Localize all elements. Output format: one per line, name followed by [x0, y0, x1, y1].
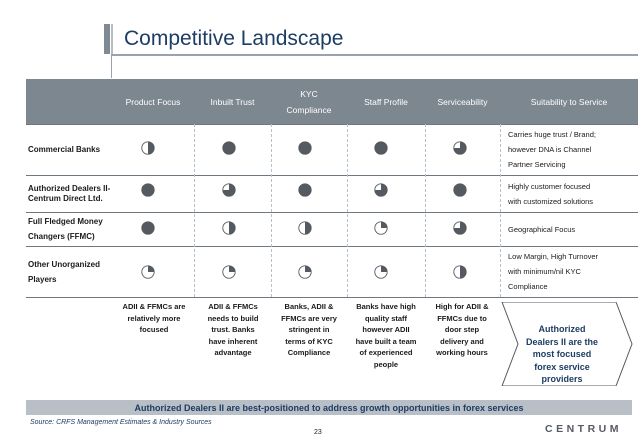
- source-note: Source: CRFS Management Estimates & Industry Sources: [30, 419, 212, 426]
- page-title: Competitive Landscape: [124, 27, 344, 50]
- harvey-ball-icon: [453, 221, 467, 235]
- harvey-ball-icon: [222, 221, 236, 235]
- column-divider: [425, 124, 426, 297]
- harvey-ball-icon: [453, 265, 467, 279]
- harvey-ball-icon: [374, 141, 388, 155]
- harvey-ball-icon: [298, 221, 312, 235]
- suitability-authorized-dealers: Highly customer focused with customized solutions: [508, 181, 594, 206]
- harvey-ball-icon: [141, 221, 155, 235]
- harvey-ball-icon: [374, 265, 388, 279]
- summary-banner: Authorized Dealers II are best-positioned to address growth opportunities in forex services: [26, 400, 632, 415]
- harvey-ball-icon: [222, 183, 236, 197]
- column-header-product-focus: Product Focus: [125, 96, 181, 107]
- column-divider: [347, 124, 348, 297]
- title-left-divider: [111, 54, 112, 78]
- title-accent-line: [111, 24, 113, 54]
- verdict-text: Authorized Dealers II are the most focused forex service providers: [525, 324, 599, 384]
- harvey-ball-icon: [453, 183, 467, 197]
- column-divider: [500, 124, 501, 297]
- column-divider: [194, 124, 195, 297]
- row-label-unorganized: Other Unorganized Players: [28, 259, 101, 284]
- centrum-logo: CENTRUM: [545, 423, 622, 435]
- harvey-ball-icon: [222, 265, 236, 279]
- column-header-kyc-compliance: KYC Compliance: [286, 88, 332, 115]
- harvey-ball-icon: [453, 141, 467, 155]
- row-divider: [26, 297, 638, 298]
- suitability-commercial-banks: Carries huge trust / Brand; however DNA is Channel Partner Servicing: [508, 130, 596, 169]
- harvey-ball-icon: [374, 221, 388, 235]
- harvey-ball-icon: [222, 141, 236, 155]
- column-header-staff-profile: Staff Profile: [364, 96, 408, 107]
- row-label-commercial-banks: Commercial Banks: [28, 145, 101, 154]
- row-label-authorized-dealers: Authorized Dealers II- Centrum Direct Ltd.: [28, 183, 111, 203]
- column-header-inbuilt-trust: Inbuilt Trust: [210, 96, 255, 107]
- column-header-suitability: Suitability to Service: [530, 96, 608, 107]
- description-inbuilt-trust: ADII & FFMCs needs to build trust. Banks have inherent advantage: [207, 302, 259, 357]
- suitability-unorganized: Low Margin, High Turnover with minimum/nil KYC Compliance: [508, 252, 599, 291]
- title-divider: [111, 54, 638, 56]
- harvey-ball-icon: [298, 183, 312, 197]
- column-divider: [271, 124, 272, 297]
- harvey-ball-icon: [141, 141, 155, 155]
- harvey-ball-icon: [141, 183, 155, 197]
- harvey-ball-icon: [141, 265, 155, 279]
- row-label-ffmc: Full Fledged Money Changers (FFMC): [28, 217, 103, 241]
- harvey-ball-icon: [374, 183, 388, 197]
- title-accent-bar: [104, 24, 110, 54]
- harvey-ball-icon: [298, 265, 312, 279]
- harvey-ball-icon: [298, 141, 312, 155]
- column-header-serviceability: Serviceability: [437, 96, 488, 107]
- description-kyc-compliance: Banks, ADII & FFMCs are very stringent in terms of KYC Compliance: [281, 302, 337, 357]
- suitability-ffmc: Geographical Focus: [508, 224, 576, 234]
- page-number: 23: [314, 429, 322, 436]
- description-serviceability: High for ADII & FFMCs due to door step delivery and working hours: [435, 302, 489, 357]
- description-staff-profile: Banks have high quality staff however ADII have built a team of experienced people: [355, 302, 417, 369]
- description-product-focus: ADII & FFMCs are relatively more focused: [122, 302, 186, 334]
